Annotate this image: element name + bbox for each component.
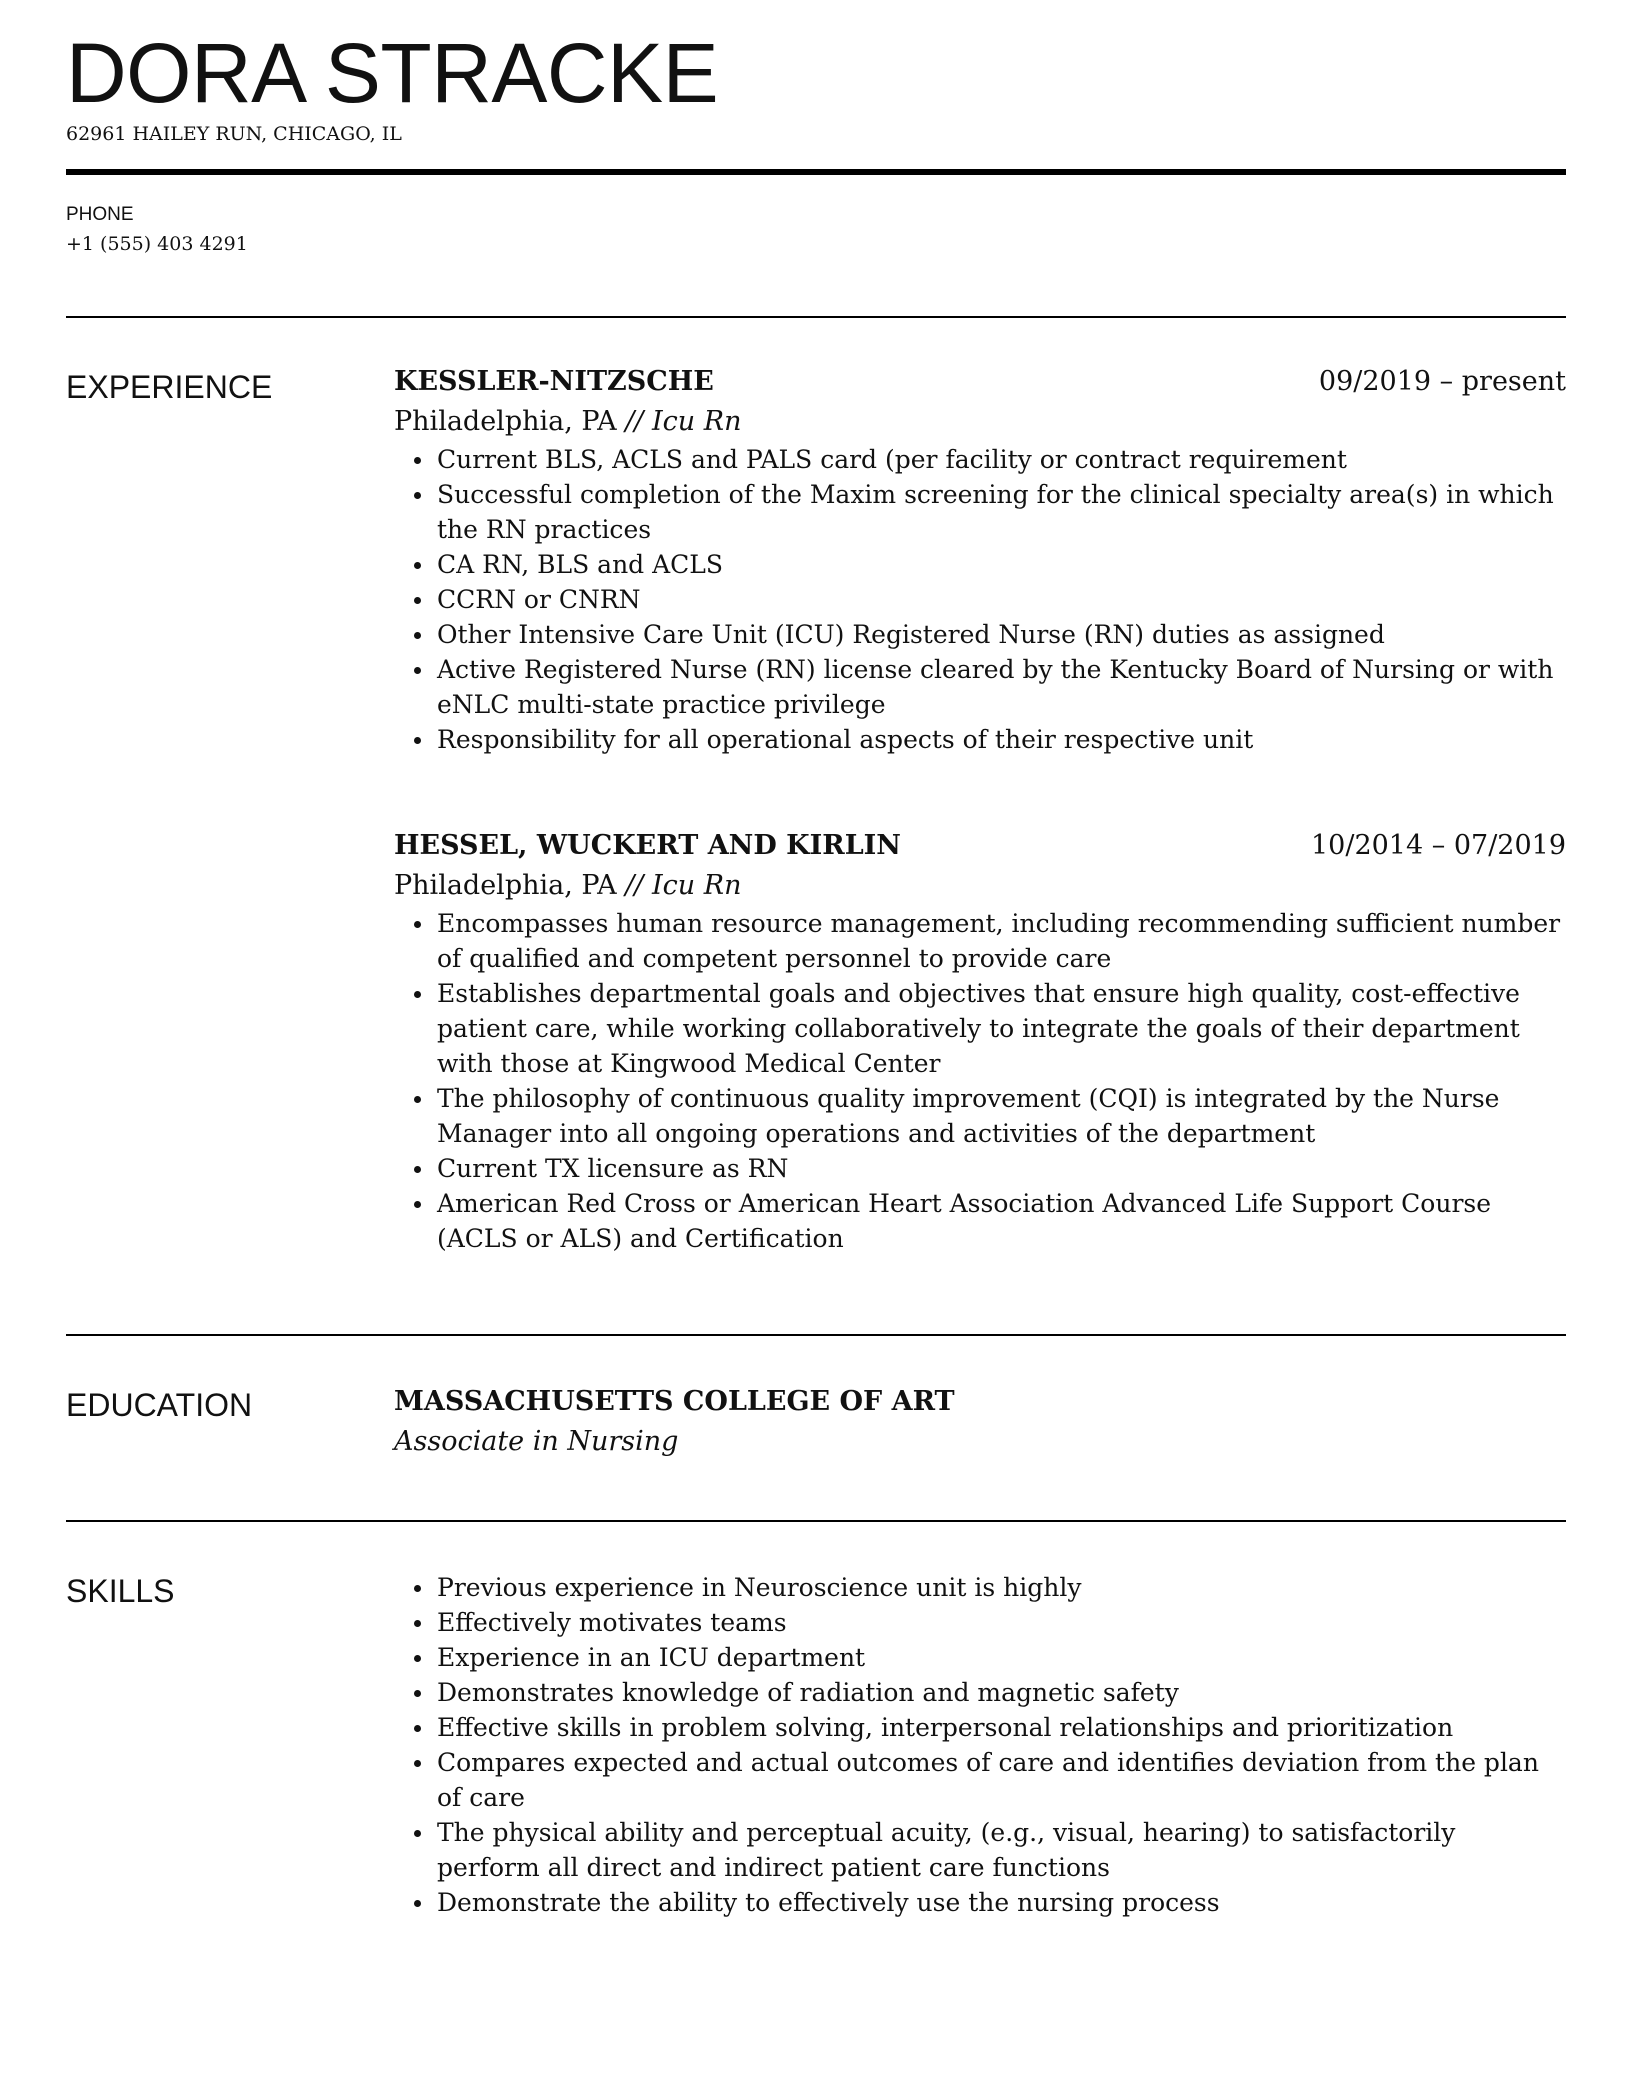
job-separator: // [625, 870, 644, 901]
candidate-address: 62961 HAILEY RUN, CHICAGO, IL [66, 123, 402, 145]
skill-item: Effective skills in problem solving, interpersonal relationships and prioritization [437, 1710, 1566, 1745]
job-company: HESSEL, WUCKERT AND KIRLIN [394, 830, 901, 861]
phone-value: +1 (555) 403 4291 [66, 233, 248, 255]
candidate-name: DORA STRACKE [66, 26, 719, 120]
skills-list [394, 1570, 1566, 1920]
job-dates: 09/2019 – present [1318, 366, 1566, 397]
job-location-role [394, 866, 1566, 906]
education-school: MASSACHUSETTS COLLEGE OF ART [394, 1386, 955, 1417]
job-role: Icu Rn [651, 870, 742, 901]
experience-section [394, 362, 1566, 757]
skill-item: Demonstrates knowledge of radiation and magnetic safety [437, 1675, 1566, 1710]
job-location: Philadelphia, PA [394, 406, 617, 437]
job-bullet: Establishes departmental goals and objectives that ensure high quality, cost-effective patient care, while working collaboratively to integrate the goals of their department with those at Kingwood Medical Center [437, 976, 1566, 1081]
job-bullet: Successful completion of the Maxim screening for the clinical specialty area(s) in which the RN practices [437, 477, 1566, 547]
job-bullet: Current TX licensure as RN [437, 1151, 1566, 1186]
contact-divider [66, 316, 1566, 318]
experience-section-2 [394, 826, 1566, 1256]
job-entry [394, 826, 1566, 1256]
job-header [394, 826, 1566, 866]
skill-item: Experience in an ICU department [437, 1640, 1566, 1675]
job-location: Philadelphia, PA [394, 870, 617, 901]
job-role: Icu Rn [651, 406, 742, 437]
education-title: EDUCATION [66, 1387, 253, 1423]
header-divider [66, 169, 1566, 175]
skill-item: Effectively motivates teams [437, 1605, 1566, 1640]
job-company: KESSLER-NITZSCHE [394, 366, 714, 397]
job-bullet: American Red Cross or American Heart Association Advanced Life Support Course (ACLS or ALS) and Certification [437, 1186, 1566, 1256]
job-location-role [394, 402, 1566, 442]
job-entry [394, 362, 1566, 757]
skill-item: The physical ability and perceptual acuity, (e.g., visual, hearing) to satisfactorily perform all direct and indirect patient care functions [437, 1815, 1566, 1885]
education-section [394, 1382, 1566, 1462]
job-bullet: Responsibility for all operational aspects of their respective unit [437, 722, 1566, 757]
job-bullets [394, 442, 1566, 757]
skill-item: Previous experience in Neuroscience unit is highly [437, 1570, 1566, 1605]
job-bullet: Other Intensive Care Unit (ICU) Registered Nurse (RN) duties as assigned [437, 617, 1566, 652]
education-divider [66, 1520, 1566, 1522]
skills-title: SKILLS [66, 1573, 175, 1609]
job-bullet: CA RN, BLS and ACLS [437, 547, 1566, 582]
education-degree: Associate in Nursing [394, 1426, 679, 1457]
job-bullet: Active Registered Nurse (RN) license cleared by the Kentucky Board of Nursing or with eNLC multi-state practice privilege [437, 652, 1566, 722]
experience-title: EXPERIENCE [66, 369, 273, 405]
job-bullet: Current BLS, ACLS and PALS card (per facility or contract requirement [437, 442, 1566, 477]
job-dates: 10/2014 – 07/2019 [1311, 830, 1566, 861]
job-bullets [394, 906, 1566, 1256]
job-bullet: CCRN or CNRN [437, 582, 1566, 617]
skill-item: Compares expected and actual outcomes of care and identifies deviation from the plan of care [437, 1745, 1566, 1815]
job-bullet: The philosophy of continuous quality improvement (CQI) is integrated by the Nurse Manager into all ongoing operations and activities of the department [437, 1081, 1566, 1151]
skills-section [394, 1570, 1566, 1920]
job-header [394, 362, 1566, 402]
experience-divider [66, 1334, 1566, 1336]
phone-label: PHONE [66, 204, 134, 225]
job-separator: // [625, 406, 644, 437]
job-bullet: Encompasses human resource management, including recommending sufficient number of qualified and competent personnel to provide care [437, 906, 1566, 976]
skill-item: Demonstrate the ability to effectively use the nursing process [437, 1885, 1566, 1920]
